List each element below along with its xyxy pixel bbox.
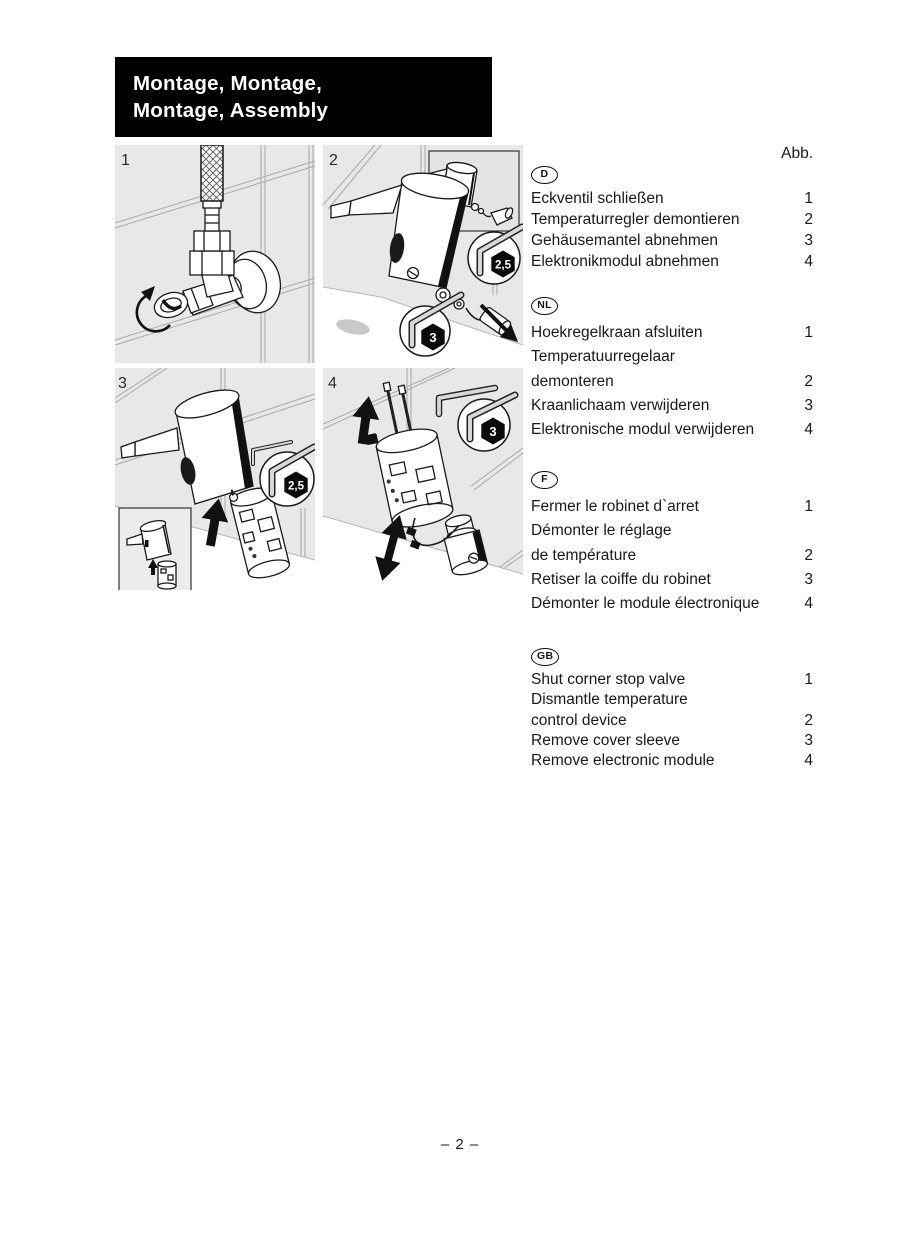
lang-badge-gb: GB xyxy=(531,648,559,666)
page-number: – 2 – xyxy=(440,1136,480,1153)
figure-number-1: 1 xyxy=(121,152,130,169)
instructions-english xyxy=(531,671,813,772)
instructions-german xyxy=(531,190,813,274)
lang-badge-f: F xyxy=(531,471,558,489)
instruction-row: Hoekregelkraan afsluiten 1 xyxy=(531,324,813,341)
lang-badge-d: D xyxy=(531,166,558,184)
figure-number-3: 3 xyxy=(118,375,127,392)
instruction-row: Retiser la coiffe du robinet 3 xyxy=(531,570,813,588)
tool-size-label: 2,5 xyxy=(495,259,511,272)
figure-column-label: Abb. xyxy=(781,145,813,162)
instruction-row: Dismantle temperature xyxy=(531,691,688,709)
tool-size-label: 3 xyxy=(429,330,437,345)
figure-panel-3 xyxy=(115,368,315,590)
header-line-1: Montage, Montage, xyxy=(133,72,323,95)
instruction-row: Démonter le réglage xyxy=(531,522,672,540)
figure-number-2: 2 xyxy=(329,152,338,169)
figure-4-illustration xyxy=(323,368,523,590)
lang-badge-nl: NL xyxy=(531,297,558,315)
figure-2-illustration xyxy=(323,145,523,363)
figure-number-4: 4 xyxy=(328,375,337,392)
figure-1-illustration xyxy=(115,145,315,363)
instruction-row: Démonter le module électronique 4 xyxy=(531,595,813,613)
instructions-french xyxy=(531,498,813,619)
tool-size-label: 3 xyxy=(489,424,497,439)
instruction-row: demonteren 2 xyxy=(531,372,813,390)
instruction-row: Fermer le robinet d`arret 1 xyxy=(531,498,813,515)
instruction-row: Temperatuurregelaar xyxy=(531,348,675,366)
tool-size-label: 2,5 xyxy=(288,480,304,493)
instruction-row: Remove cover sleeve 3 xyxy=(531,731,813,749)
instruction-row: Elektronische modul verwijderen 4 xyxy=(531,421,813,439)
instruction-row: Remove electronic module 4 xyxy=(531,752,813,770)
figure-panel-2 xyxy=(323,145,523,363)
instruction-row: Gehäusemantel abnehmen 3 xyxy=(531,232,813,249)
figure-3-illustration xyxy=(115,368,315,590)
figure-panel-4 xyxy=(323,368,523,590)
instruction-row: control device 2 xyxy=(531,711,813,729)
section-header xyxy=(115,57,492,137)
figure-panel-1 xyxy=(115,145,315,363)
instruction-row: Shut corner stop valve 1 xyxy=(531,671,813,688)
instruction-row: Elektronikmodul abnehmen 4 xyxy=(531,253,813,270)
instructions-dutch xyxy=(531,324,813,445)
instruction-row: Eckventil schließen 1 xyxy=(531,190,813,207)
instruction-row: Temperaturregler demontieren 2 xyxy=(531,211,813,228)
instruction-row: Kraanlichaam verwijderen 3 xyxy=(531,396,813,414)
instruction-row: de température 2 xyxy=(531,546,813,564)
detail-inset-box xyxy=(119,508,191,590)
header-line-2: Montage, Assembly xyxy=(133,99,329,122)
